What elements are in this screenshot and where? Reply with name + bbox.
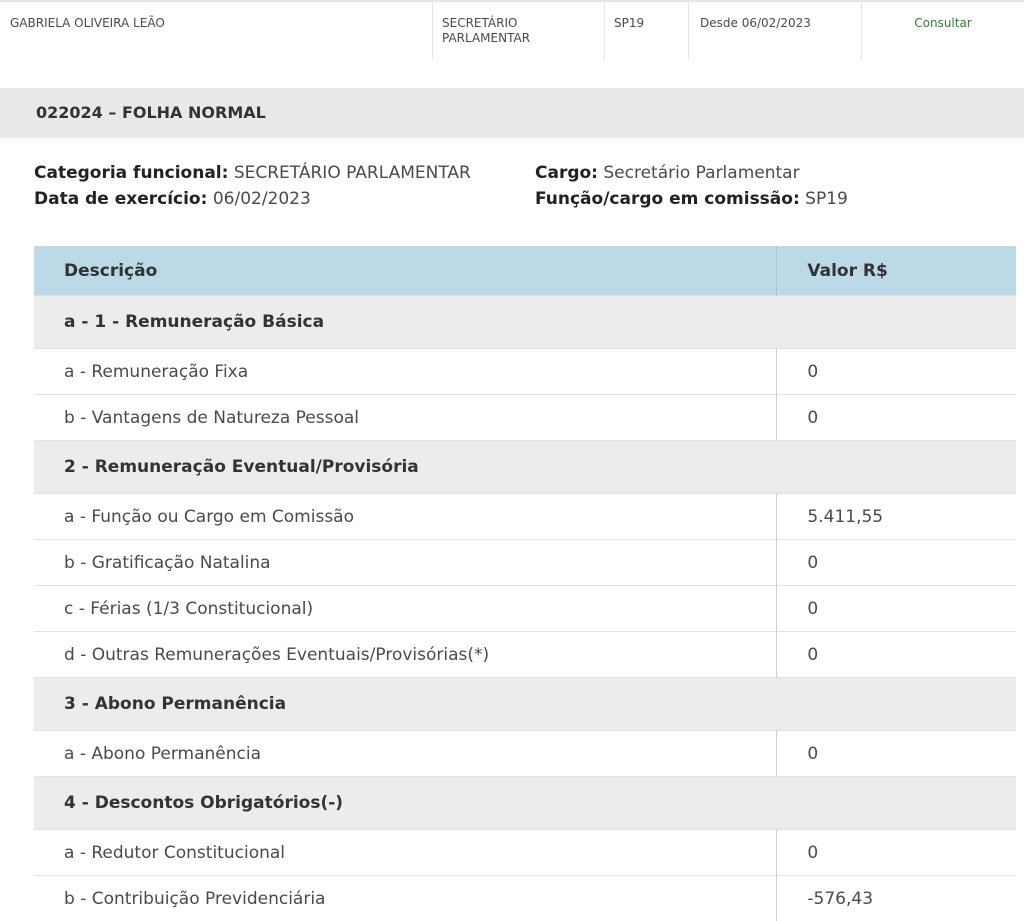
cargo-label: Cargo: bbox=[535, 163, 598, 183]
table-row bbox=[34, 876, 1016, 921]
data-exercicio-label: Data de exercício: bbox=[34, 189, 207, 209]
table-row bbox=[34, 494, 1016, 540]
categoria-funcional bbox=[34, 160, 471, 186]
categoria-funcional-value: SECRETÁRIO PARLAMENTAR bbox=[234, 163, 471, 183]
column-divider bbox=[604, 2, 605, 60]
group-label: a - 1 - Remuneração Básica bbox=[34, 296, 1016, 349]
group-label: 3 - Abono Permanência bbox=[34, 678, 1016, 731]
table-group-row bbox=[34, 441, 1016, 494]
row-description: b - Contribuição Previdenciária bbox=[34, 876, 777, 921]
funcao-cargo-comissao bbox=[535, 186, 848, 212]
table-group-row bbox=[34, 777, 1016, 830]
row-description: c - Férias (1/3 Constitucional) bbox=[34, 586, 777, 632]
employee-category-line1: SECRETÁRIO bbox=[442, 13, 592, 34]
row-value: -576,43 bbox=[777, 876, 1016, 921]
group-label: 2 - Remuneração Eventual/Provisória bbox=[34, 441, 1016, 494]
column-divider bbox=[688, 2, 689, 60]
payroll-period-header: 022024 – FOLHA NORMAL bbox=[0, 88, 1024, 138]
funcao-value: SP19 bbox=[805, 189, 848, 209]
header-descricao: Descrição bbox=[34, 246, 777, 296]
cargo-value: Secretário Parlamentar bbox=[603, 163, 799, 183]
remuneration-table bbox=[34, 246, 1016, 921]
row-description: b - Gratificação Natalina bbox=[34, 540, 777, 586]
column-divider bbox=[432, 2, 433, 60]
header-valor: Valor R$ bbox=[777, 246, 1016, 296]
cargo bbox=[535, 160, 848, 186]
table-row bbox=[34, 586, 1016, 632]
table-row bbox=[34, 349, 1016, 395]
table-row bbox=[34, 731, 1016, 777]
row-description: a - Função ou Cargo em Comissão bbox=[34, 494, 777, 540]
group-label: 4 - Descontos Obrigatórios(-) bbox=[34, 777, 1016, 830]
employee-function: SP19 bbox=[614, 2, 684, 60]
table-group-row bbox=[34, 678, 1016, 731]
categoria-funcional-label: Categoria funcional: bbox=[34, 163, 228, 183]
row-description: d - Outras Remunerações Eventuais/Provisórias(*) bbox=[34, 632, 777, 678]
table-header-row bbox=[34, 246, 1016, 296]
row-value: 0 bbox=[777, 830, 1016, 876]
table-row bbox=[34, 830, 1016, 876]
row-value: 0 bbox=[777, 632, 1016, 678]
table-group-row bbox=[34, 296, 1016, 349]
funcao-label: Função/cargo em comissão: bbox=[535, 189, 800, 209]
row-value: 0 bbox=[777, 395, 1016, 441]
employee-name: GABRIELA OLIVEIRA LEÃO bbox=[10, 2, 430, 60]
data-exercicio-value: 06/02/2023 bbox=[213, 189, 311, 209]
info-left bbox=[34, 160, 471, 212]
row-description: b - Vantagens de Natureza Pessoal bbox=[34, 395, 777, 441]
consultar-link[interactable]: Consultar bbox=[862, 2, 1024, 60]
row-description: a - Abono Permanência bbox=[34, 731, 777, 777]
row-value: 0 bbox=[777, 731, 1016, 777]
table-row bbox=[34, 632, 1016, 678]
data-exercicio bbox=[34, 186, 471, 212]
row-value: 0 bbox=[777, 349, 1016, 395]
row-value: 0 bbox=[777, 586, 1016, 632]
employee-category-line2: PARLAMENTAR bbox=[442, 28, 592, 49]
info-right bbox=[535, 160, 848, 212]
row-description: a - Remuneração Fixa bbox=[34, 349, 777, 395]
table-row bbox=[34, 395, 1016, 441]
row-value: 0 bbox=[777, 540, 1016, 586]
table-row bbox=[34, 540, 1016, 586]
row-description: a - Redutor Constitucional bbox=[34, 830, 777, 876]
row-value: 5.411,55 bbox=[777, 494, 1016, 540]
employee-summary-row bbox=[0, 0, 1024, 62]
employee-category bbox=[442, 2, 592, 60]
table-body bbox=[34, 296, 1016, 921]
employee-since: Desde 06/02/2023 bbox=[700, 2, 860, 60]
